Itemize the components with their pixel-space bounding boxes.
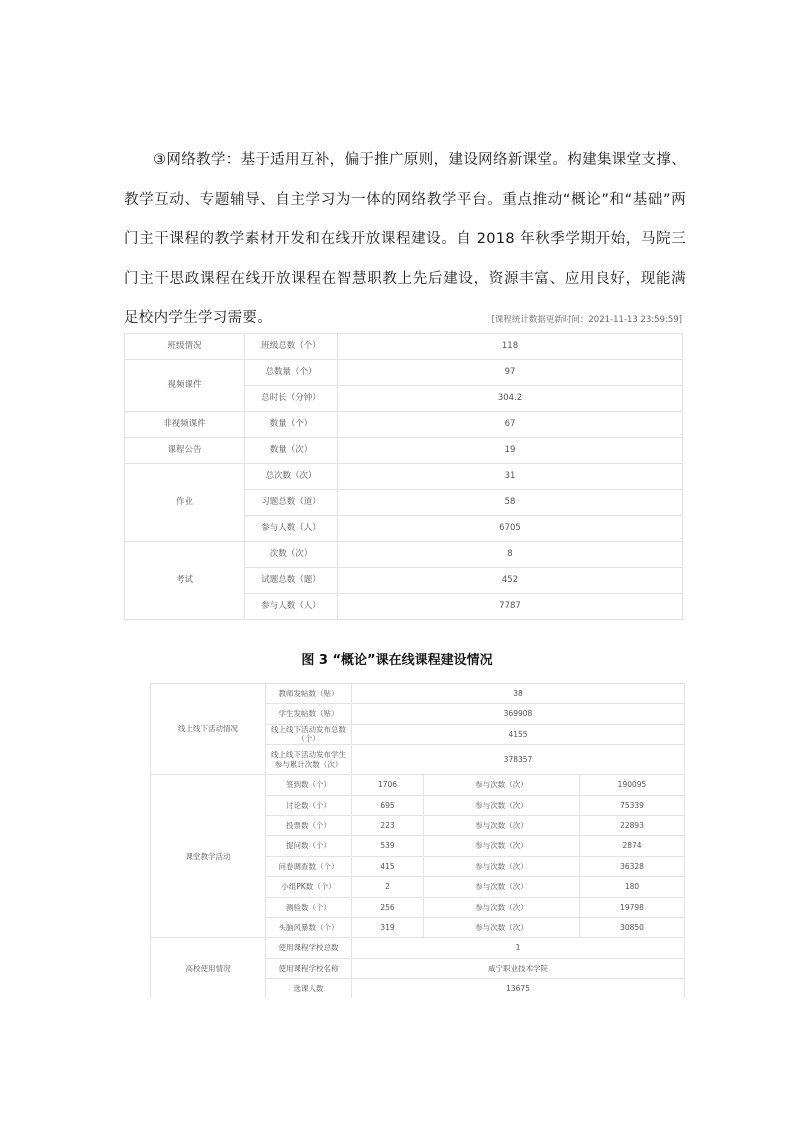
row-part-label: 参与次数（次） (424, 897, 580, 917)
row-value: 1 (352, 938, 685, 958)
row-value: 38 (352, 684, 685, 704)
row-value: 13675 (352, 979, 685, 999)
row-count: 256 (352, 897, 424, 917)
row-part-label: 参与次数（次） (424, 836, 580, 856)
row-part-value: 22893 (580, 815, 685, 835)
row-label: 习题总数（道） (245, 490, 338, 516)
row-label: 头脑风暴数（个） (266, 917, 352, 937)
row-part-label: 参与次数（次） (424, 856, 580, 876)
group-nonvideo: 非视频课件 (125, 412, 245, 438)
row-label: 问卷调查数（个） (266, 856, 352, 876)
row-value: 67 (338, 412, 683, 438)
row-count: 2 (352, 877, 424, 897)
row-label: 总时长（分钟） (245, 386, 338, 412)
course-stats-table (124, 333, 683, 620)
row-part-label: 参与次数（次） (424, 815, 580, 835)
row-label: 讨论数（个） (266, 795, 352, 815)
table-row (125, 438, 683, 464)
row-label: 班级总数（个） (245, 334, 338, 360)
body-paragraph: ③网络教学：基于适用互补，偏于推广原则，建设网络新课堂。构建集课堂支撑、教学互动、专题辅导、自主学习为一体的网络教学平台。重点推动“概论”和“基础”两门主干课程的教学素材开发和在线开放课程建设。自 2018 年秋季学期开始，马院三门主干思政课程在线开放课程在智慧职教上先后建设，资源丰富、应用良好，现能满足校内学生学习需要。 (124, 152, 686, 326)
group-school: 高校使用情况 (151, 938, 266, 999)
row-part-value: 190095 (580, 775, 685, 795)
row-value: 咸宁职业技术学院 (352, 958, 685, 978)
row-label: 线上线下活动发布总数（个） (266, 724, 352, 744)
row-part-label: 参与次数（次） (424, 917, 580, 937)
row-label: 投票数（个） (266, 815, 352, 835)
table-row (151, 684, 685, 704)
row-value: 304.2 (338, 386, 683, 412)
row-label: 使用课程学校名称 (266, 958, 352, 978)
row-count: 415 (352, 856, 424, 876)
row-value: 97 (338, 360, 683, 386)
figure-caption: 图 3 “概论”课在线课程建设情况 (301, 653, 493, 668)
row-value: 4155 (352, 724, 685, 744)
row-count: 539 (352, 836, 424, 856)
row-label: 签到数（个） (266, 775, 352, 795)
row-value: 118 (338, 334, 683, 360)
row-value: 58 (338, 490, 683, 516)
row-value: 31 (338, 464, 683, 490)
row-label: 提问数（个） (266, 836, 352, 856)
row-value: 369908 (352, 704, 685, 724)
row-label: 次数（次） (245, 542, 338, 568)
row-part-value: 19798 (580, 897, 685, 917)
group-notice: 课程公告 (125, 438, 245, 464)
row-label: 使用课程学校总数 (266, 938, 352, 958)
row-part-label: 参与次数（次） (424, 877, 580, 897)
row-label: 小组PK数（个） (266, 877, 352, 897)
row-label: 参与人数（人） (245, 594, 338, 620)
row-label: 参与人数（人） (245, 516, 338, 542)
update-time: [课程统计数据更新时间：2021-11-13 23:59:59] (491, 315, 682, 325)
row-count: 319 (352, 917, 424, 937)
row-value: 19 (338, 438, 683, 464)
row-value: 6705 (338, 516, 683, 542)
row-part-label: 参与次数（次） (424, 775, 580, 795)
table-row (151, 938, 685, 958)
row-count: 223 (352, 815, 424, 835)
row-label: 总次数（次） (245, 464, 338, 490)
row-label: 选课人数 (266, 979, 352, 999)
row-part-value: 180 (580, 877, 685, 897)
group-class: 班级情况 (125, 334, 245, 360)
row-value: 452 (338, 568, 683, 594)
table-row (125, 542, 683, 568)
group-homework: 作业 (125, 464, 245, 542)
row-label: 学生发帖数（贴） (266, 704, 352, 724)
row-value: 378357 (352, 745, 685, 775)
row-count: 1706 (352, 775, 424, 795)
row-label: 总数量（个） (245, 360, 338, 386)
row-part-value: 75339 (580, 795, 685, 815)
table-row (125, 464, 683, 490)
row-label: 试题总数（题） (245, 568, 338, 594)
row-part-value: 36328 (580, 856, 685, 876)
group-video: 视频课件 (125, 360, 245, 412)
row-label: 测验数（个） (266, 897, 352, 917)
table-row (125, 360, 683, 386)
table-row (151, 775, 685, 795)
group-classroom: 课堂教学活动 (151, 775, 266, 938)
row-value: 8 (338, 542, 683, 568)
row-label: 数量（个） (245, 412, 338, 438)
table-row (125, 412, 683, 438)
row-count: 695 (352, 795, 424, 815)
row-label: 数量（次） (245, 438, 338, 464)
activity-stats-table (150, 683, 685, 998)
row-part-value: 2874 (580, 836, 685, 856)
row-label: 教师发帖数（贴） (266, 684, 352, 704)
row-part-label: 参与次数（次） (424, 795, 580, 815)
table-row (125, 334, 683, 360)
row-part-value: 30850 (580, 917, 685, 937)
group-online: 线上线下活动情况 (151, 684, 266, 775)
row-value: 7787 (338, 594, 683, 620)
row-label: 线上线下活动发布学生参与累计次数（次） (266, 745, 352, 775)
group-exam: 考试 (125, 542, 245, 620)
